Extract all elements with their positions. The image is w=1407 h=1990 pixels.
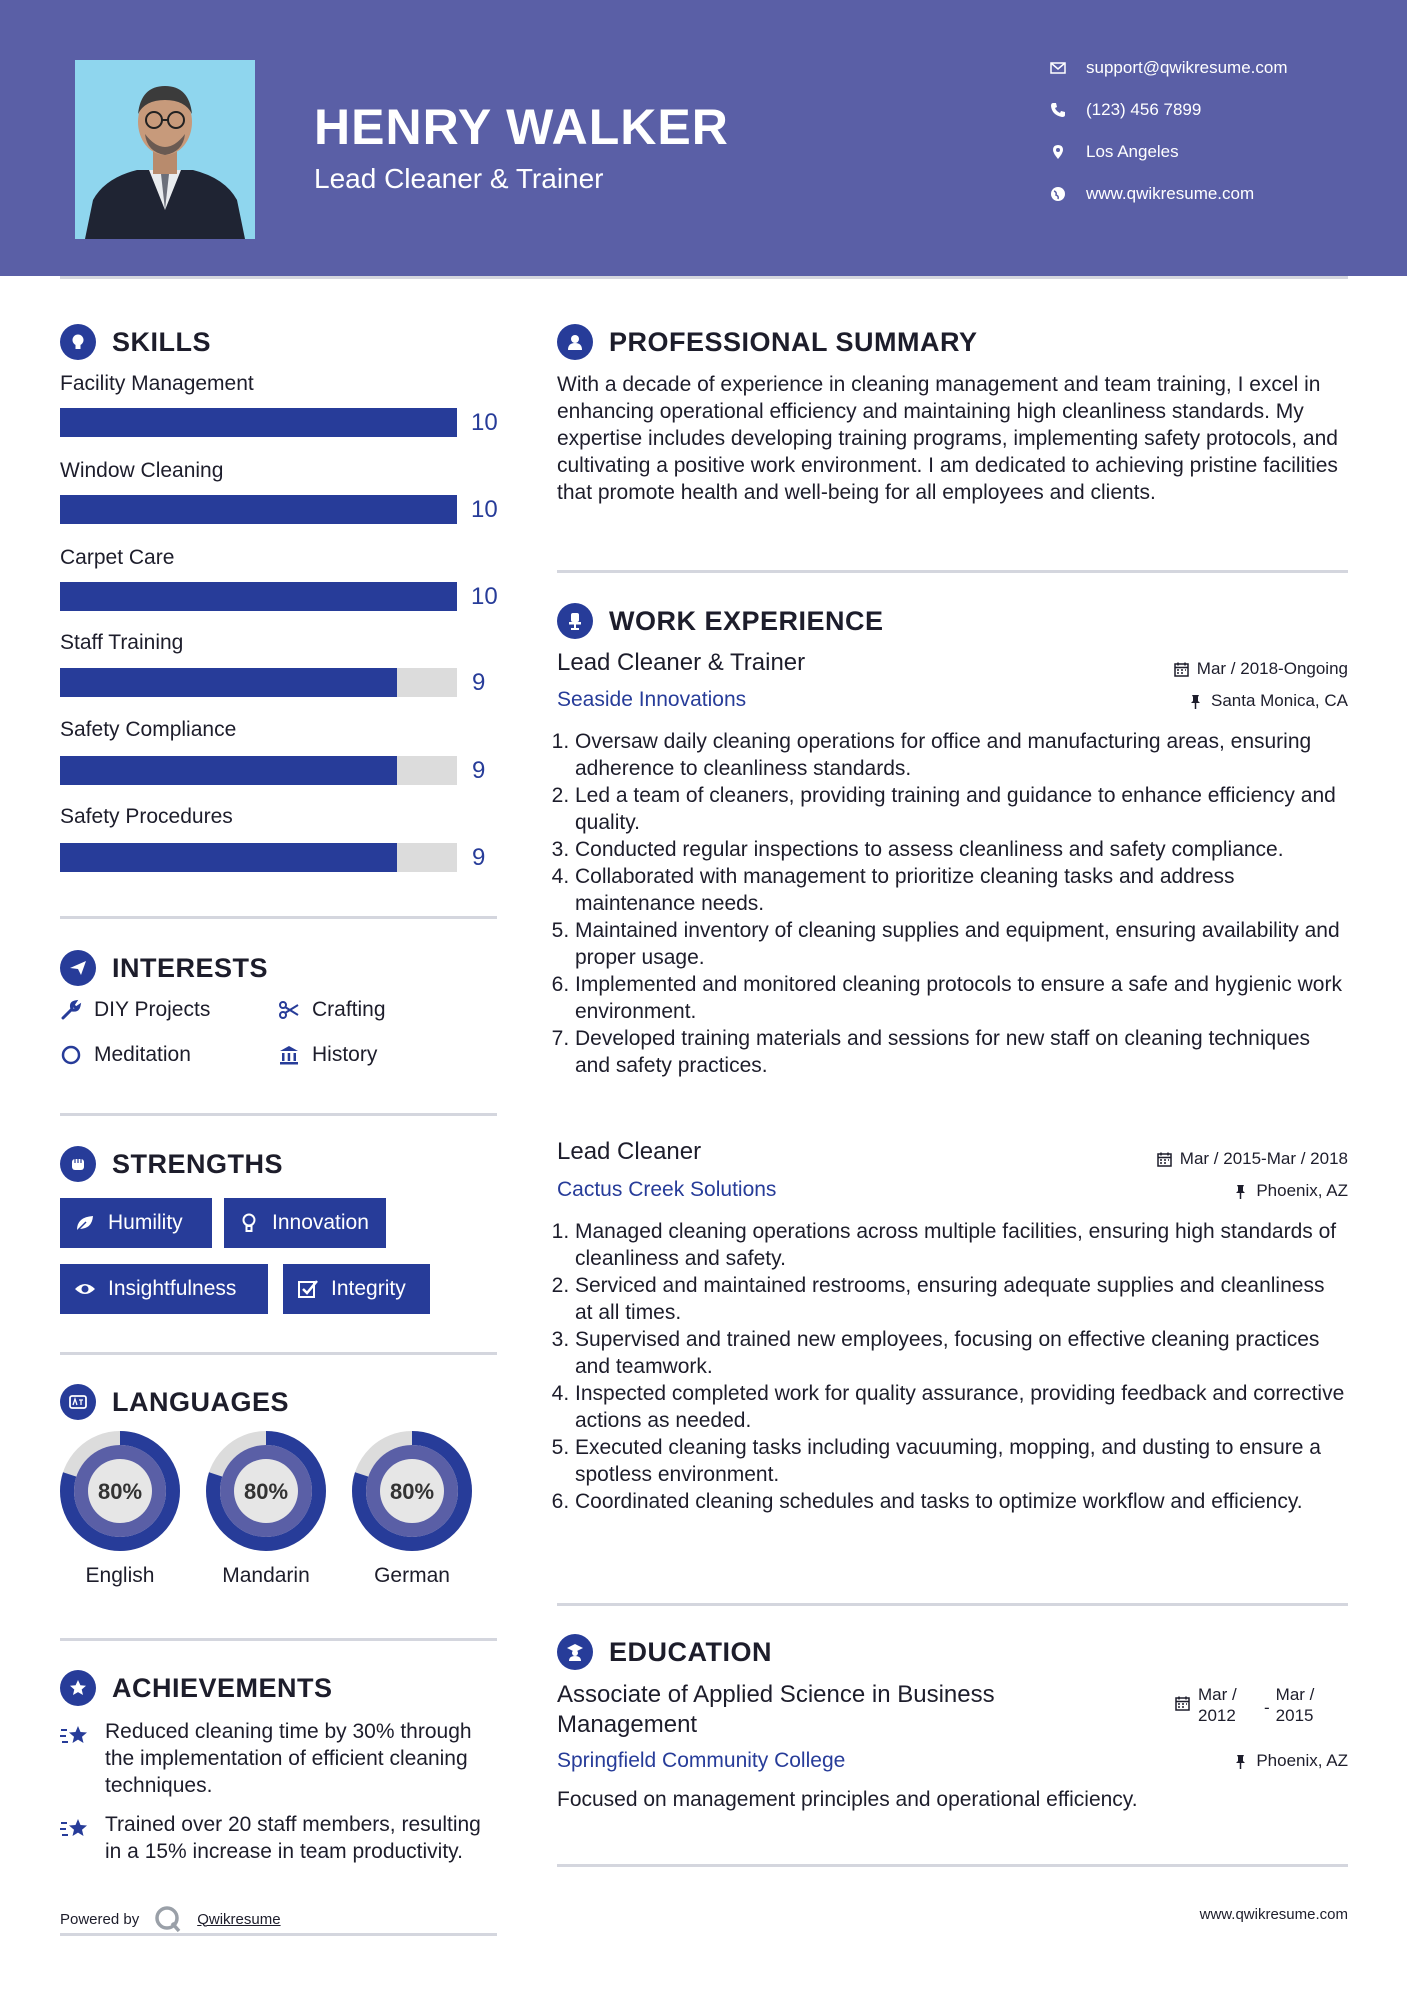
achievement-item: Reduced cleaning time by 30% through the implementation of efficient cleaning techniques.	[60, 1718, 500, 1799]
education-dates: Mar / 2012 - Mar / 2015	[1175, 1684, 1322, 1726]
achievements-heading: ACHIEVEMENTS	[60, 1670, 333, 1706]
experience-heading: WORK EXPERIENCE	[557, 603, 884, 639]
languages-heading: LANGUAGES	[60, 1384, 289, 1420]
strength-badge: Integrity	[283, 1264, 430, 1314]
skill-label: Safety Compliance	[60, 718, 237, 741]
circle-icon	[60, 1044, 82, 1066]
language-percent: 80%	[97, 1479, 143, 1504]
candidate-name: HENRY WALKER	[314, 99, 729, 155]
job-title: Lead Cleaner	[557, 1138, 702, 1165]
skill-bar-fill	[60, 582, 457, 611]
company-name: Seaside Innovations	[557, 688, 747, 711]
calendar-icon	[1157, 1152, 1172, 1167]
language-percent: 80%	[389, 1479, 435, 1504]
section-divider	[60, 1113, 497, 1116]
strength-badge: Insightfulness	[60, 1264, 268, 1314]
qwikresume-logo-icon	[153, 1904, 183, 1934]
summary-text: With a decade of experience in cleaning management and team training, I excel in enhancing operational efficiency and maintaining high cleanliness standards. My expertise includes developing training programs, implementing safety protocols, and cultivating a positive work environment. I am dedicated to achieving pristine facilities that promote health and well-being for all employees and clients.	[557, 373, 1338, 504]
stars-icon	[60, 1722, 92, 1750]
interests-heading: INTERESTS	[60, 950, 268, 986]
education-heading: EDUCATION	[557, 1634, 772, 1670]
language-icon	[60, 1384, 96, 1420]
checkbox-icon	[297, 1278, 319, 1300]
skill-score: 9	[472, 757, 486, 784]
responsibility-item: 3. Supervised and trained new employees, focusing on effective cleaning practices and teamwork.	[575, 1326, 1347, 1380]
interest-item: Meditation	[60, 1043, 191, 1067]
contact-email[interactable]: support@qwikresume.com	[1050, 58, 1288, 78]
section-divider	[60, 1352, 497, 1355]
wrench-icon	[60, 999, 82, 1021]
responsibility-item: 2. Serviced and maintained restrooms, ensuring adequate supplies and cleanliness at all times.	[575, 1272, 1347, 1326]
graduate-icon	[557, 1634, 593, 1670]
job-responsibilities	[557, 728, 1347, 1079]
section-divider	[557, 570, 1348, 573]
language-item	[351, 1430, 473, 1588]
interest-item: History	[278, 1043, 377, 1067]
skill-bar-fill	[60, 408, 457, 437]
contact-phone[interactable]: (123) 456 7899	[1050, 100, 1201, 120]
resume-header	[0, 0, 1407, 276]
language-donut	[205, 1430, 327, 1552]
achievement-item: Trained over 20 staff members, resulting in a 15% increase in team productivity.	[60, 1811, 500, 1865]
skill-label: Staff Training	[60, 631, 184, 654]
language-item	[59, 1430, 181, 1588]
language-item	[205, 1430, 327, 1588]
responsibility-item: 5. Maintained inventory of cleaning supplies and equipment, ensuring availability and proper usage.	[575, 917, 1347, 971]
globe-icon	[1050, 186, 1066, 202]
responsibility-item: 1. Oversaw daily cleaning operations for office and manufacturing areas, ensuring adherence to cleanliness standards.	[575, 728, 1347, 782]
contact-location: Los Angeles	[1050, 142, 1179, 162]
section-divider	[60, 1638, 497, 1641]
skill-bar-fill	[60, 495, 457, 524]
office-chair-icon	[557, 603, 593, 639]
responsibility-item: 5. Executed cleaning tasks including vacuuming, mopping, and dusting to ensure a spotless environment.	[575, 1434, 1347, 1488]
skill-label: Facility Management	[60, 372, 254, 395]
skill-label: Carpet Care	[60, 546, 175, 569]
header-divider	[60, 276, 1348, 279]
responsibility-item: 4. Inspected completed work for quality assurance, providing feedback and corrective actions as needed.	[575, 1380, 1347, 1434]
responsibility-item: 3. Conducted regular inspections to assess cleanliness and safety compliance.	[575, 836, 1347, 863]
education-description: Focused on management principles and operational efficiency.	[557, 1788, 1138, 1811]
skill-bar-track	[60, 495, 457, 524]
skill-bar-track	[60, 756, 457, 785]
user-icon	[557, 324, 593, 360]
pushpin-icon	[1188, 694, 1203, 709]
job-location: Santa Monica, CA	[1188, 691, 1348, 711]
skill-bar-fill	[60, 843, 397, 872]
responsibility-item: 2. Led a team of cleaners, providing training and guidance to enhance efficiency and quality.	[575, 782, 1347, 836]
skill-score: 9	[472, 844, 486, 871]
job-dates: Mar / 2015-Mar / 2018	[1157, 1149, 1348, 1169]
star-badge-icon	[60, 1670, 96, 1706]
strength-badge: Innovation	[224, 1198, 386, 1248]
responsibility-item: 6. Implemented and monitored cleaning protocols to ensure a safe and hygienic work environment.	[575, 971, 1347, 1025]
skill-score: 9	[472, 669, 486, 696]
skill-label: Safety Procedures	[60, 805, 233, 828]
leaf-icon	[74, 1212, 96, 1234]
stars-icon	[60, 1815, 92, 1843]
language-name: Mandarin	[222, 1564, 310, 1587]
skill-bar-track	[60, 668, 457, 697]
degree-title: Associate of Applied Science in Business Management	[557, 1681, 995, 1738]
skill-score: 10	[471, 496, 498, 523]
fist-icon	[60, 1146, 96, 1182]
skill-label: Window Cleaning	[60, 459, 224, 482]
summary-heading: PROFESSIONAL SUMMARY	[557, 324, 978, 360]
language-name: German	[374, 1564, 450, 1587]
company-name: Cactus Creek Solutions	[557, 1178, 777, 1201]
interest-item: DIY Projects	[60, 998, 210, 1022]
calendar-icon	[1175, 1696, 1190, 1711]
map-pin-icon	[1050, 144, 1066, 160]
skill-bar-fill	[60, 756, 397, 785]
skill-score: 10	[471, 583, 498, 610]
candidate-role: Lead Cleaner & Trainer	[314, 163, 604, 194]
contact-website[interactable]: www.qwikresume.com	[1050, 184, 1254, 204]
section-divider	[60, 916, 497, 919]
powered-by: Powered by Qwikresume	[60, 1904, 281, 1934]
footer-divider	[60, 1933, 497, 1936]
scissors-icon	[278, 999, 300, 1021]
skill-bar-track	[60, 408, 457, 437]
strengths-heading: STRENGTHS	[60, 1146, 283, 1182]
skill-score: 10	[471, 409, 498, 436]
language-percent: 80%	[243, 1479, 289, 1504]
job-location: Phoenix, AZ	[1233, 1181, 1348, 1201]
job-dates: Mar / 2018-Ongoing	[1174, 659, 1348, 679]
responsibility-item: 4. Collaborated with management to prioritize cleaning tasks and address maintenance needs.	[575, 863, 1347, 917]
education-location: Phoenix, AZ	[1233, 1751, 1348, 1771]
responsibility-item: 7. Developed training materials and sessions for new staff on cleaning techniques and safety practices.	[575, 1025, 1347, 1079]
phone-icon	[1050, 102, 1066, 118]
responsibility-item: 1. Managed cleaning operations across multiple facilities, ensuring high standards of cleanliness and safety.	[575, 1218, 1347, 1272]
section-divider	[557, 1864, 1348, 1867]
interest-item: Crafting	[278, 998, 386, 1022]
profile-photo	[75, 60, 255, 239]
lightbulb-icon	[238, 1212, 260, 1234]
section-divider	[557, 1603, 1348, 1606]
strength-badge: Humility	[60, 1198, 212, 1248]
pushpin-icon	[1233, 1754, 1248, 1769]
envelope-icon	[1050, 60, 1066, 76]
skills-heading: SKILLS	[60, 324, 211, 360]
language-name: English	[85, 1564, 155, 1587]
paper-plane-icon	[60, 950, 96, 986]
job-responsibilities	[557, 1218, 1347, 1515]
language-donut	[351, 1430, 473, 1552]
eye-icon	[74, 1278, 96, 1300]
responsibility-item: 6. Coordinated cleaning schedules and tasks to optimize workflow and efficiency.	[575, 1488, 1347, 1515]
skill-bar-track	[60, 582, 457, 611]
calendar-icon	[1174, 662, 1189, 677]
skill-bar-fill	[60, 668, 397, 697]
pushpin-icon	[1233, 1184, 1248, 1199]
language-donut	[59, 1430, 181, 1552]
school-name: Springfield Community College	[557, 1749, 846, 1772]
qwikresume-link[interactable]: Qwikresume	[197, 1910, 281, 1928]
footer-website[interactable]: www.qwikresume.com	[1199, 1906, 1348, 1923]
museum-icon	[278, 1044, 300, 1066]
lightbulb-icon	[60, 324, 96, 360]
job-title: Lead Cleaner & Trainer	[557, 649, 806, 676]
skill-bar-track	[60, 843, 457, 872]
